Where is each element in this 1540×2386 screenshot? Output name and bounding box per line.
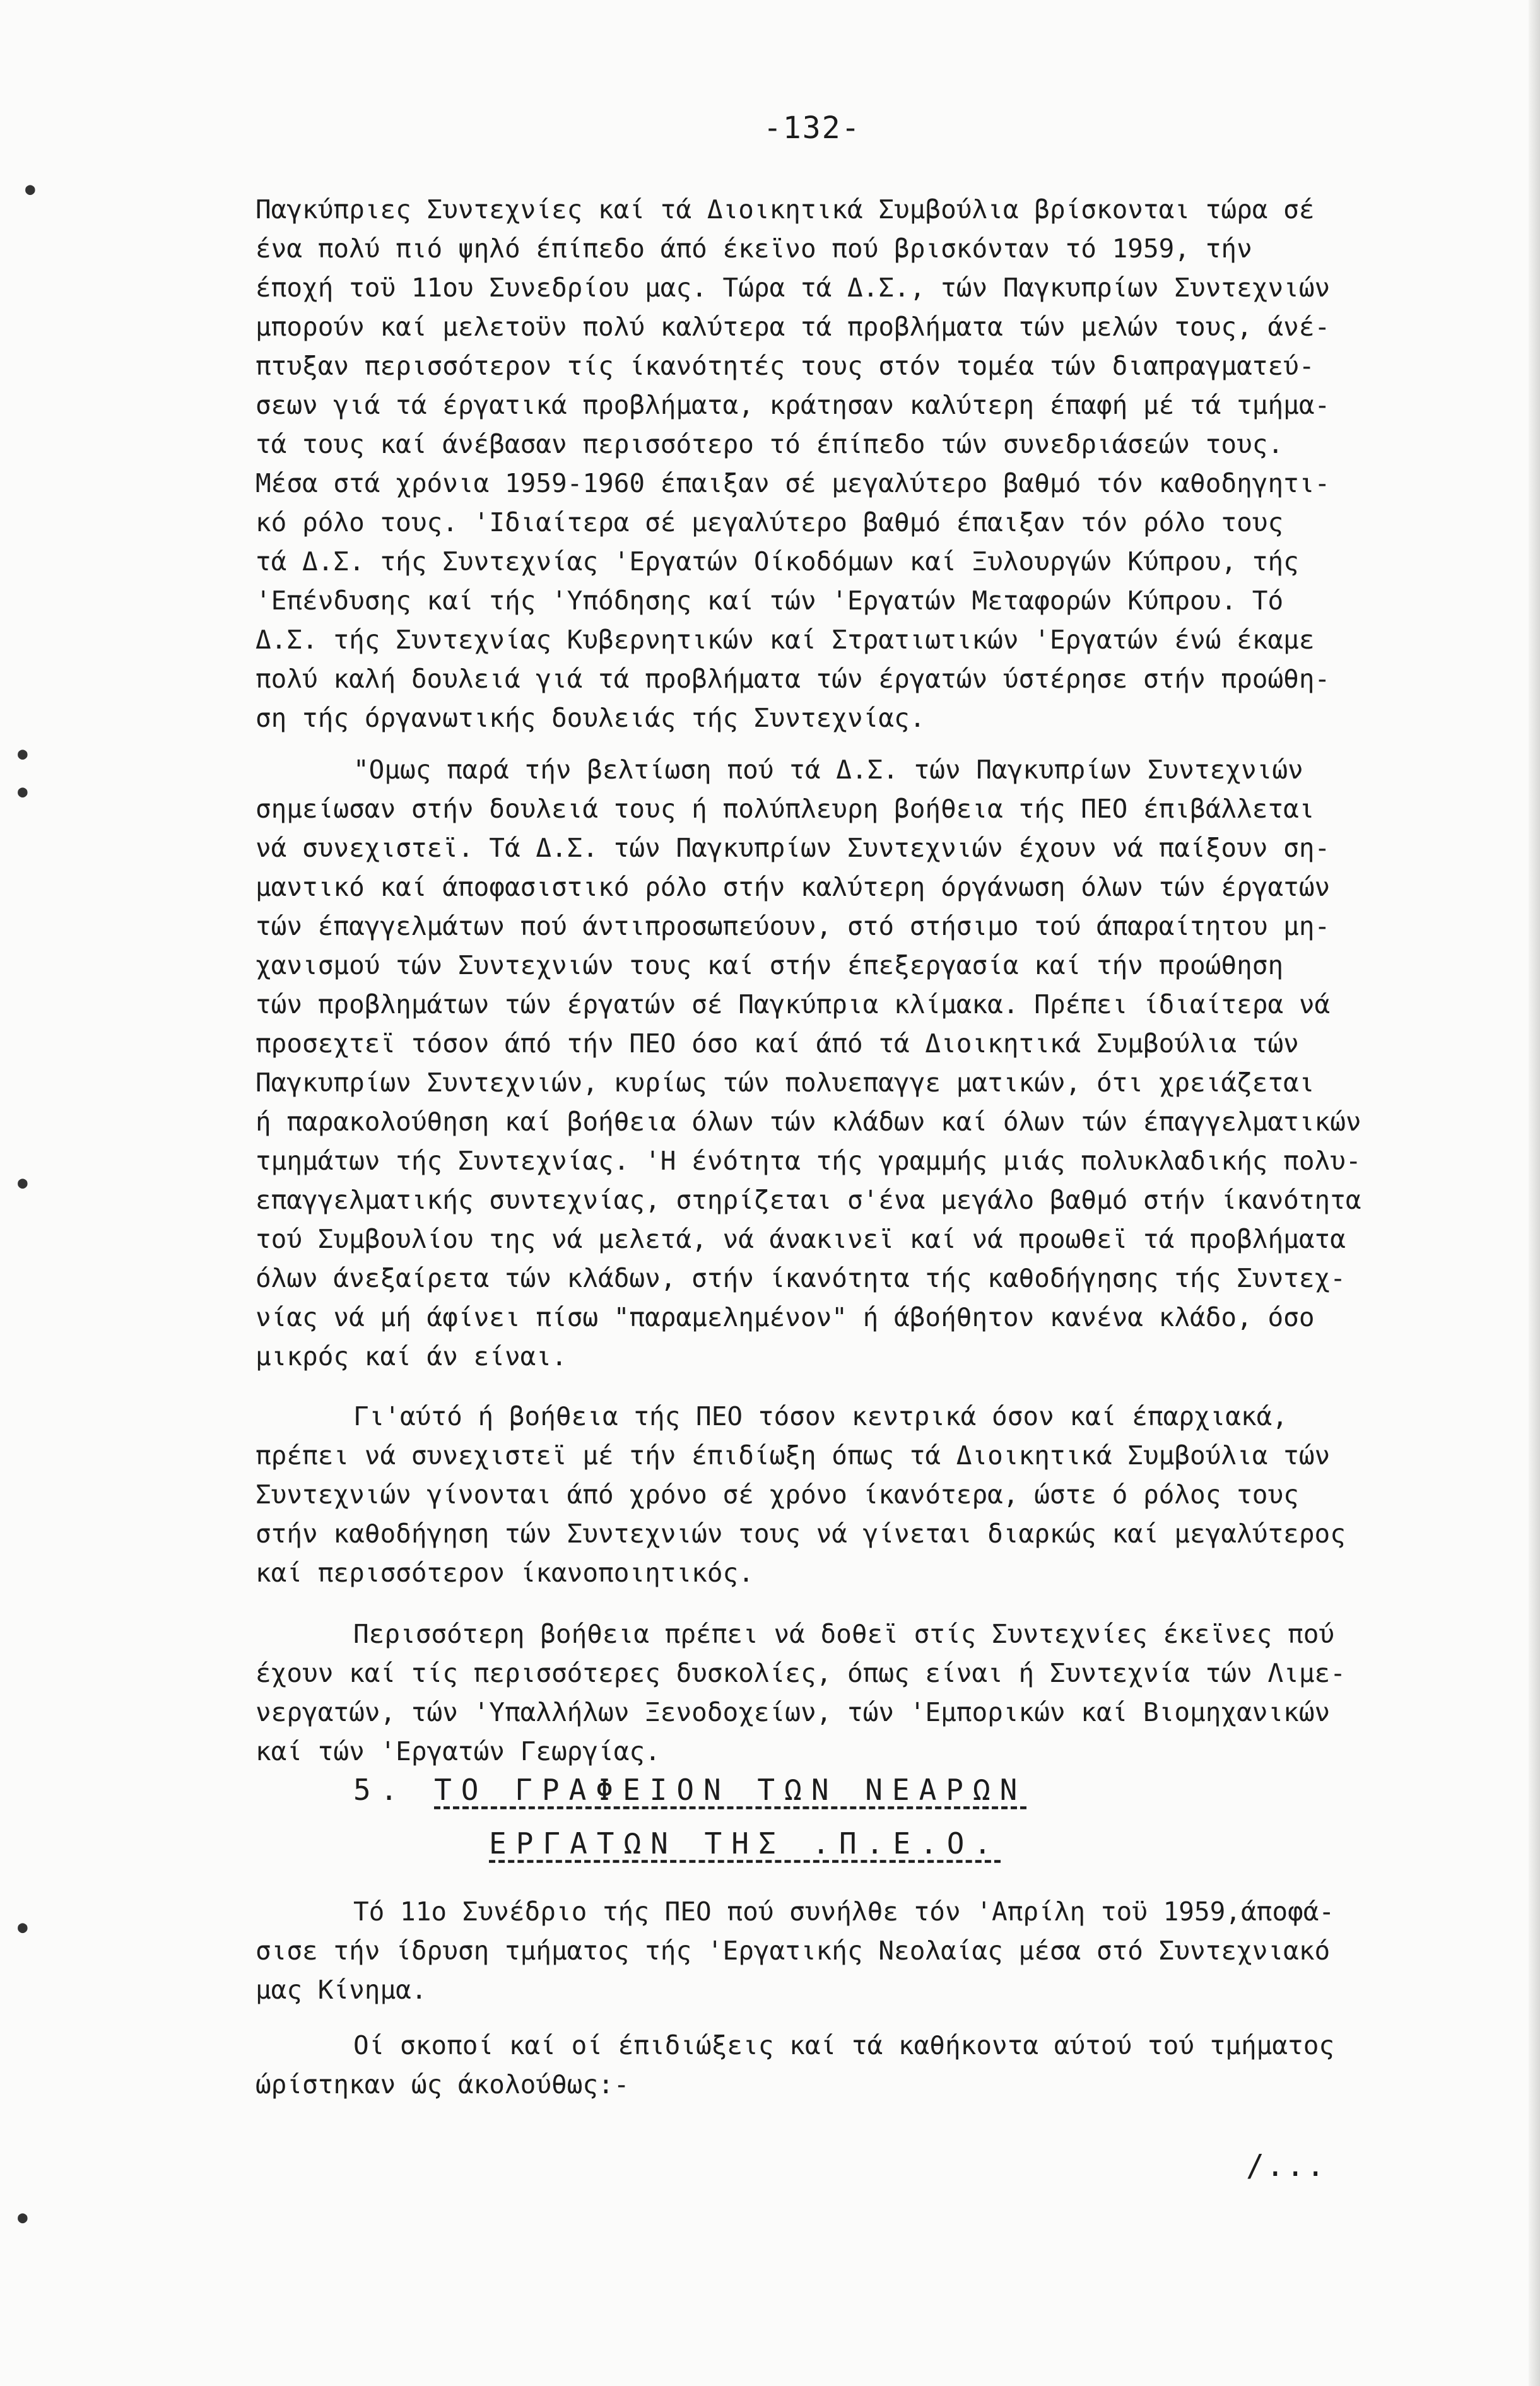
text-line: χανισμού τών Συντεχνιών τους καί στήν έπεξεργασία καί τήν προώθηση: [256, 950, 1284, 980]
text-line: έχουν καί τίς περισσότερες δυσκολίες, όπως είναι ή Συντεχνία τών Λιμε-: [256, 1658, 1346, 1688]
text-line: προσεχτεϊ τόσον άπό τήν ΠΕΟ όσο καί άπό τά Διοικητικά Συμβούλια τών: [256, 1028, 1299, 1059]
text-line: Παγκυπρίων Συντεχνιών, κυρίως τών πολυεπαγγε ματικών, ότι χρειάζεται: [256, 1067, 1315, 1098]
text-line: νά συνεχιστεϊ. Τά Δ.Σ. τών Παγκυπρίων Συντεχνιών έχουν νά παίξουν ση-: [256, 833, 1331, 863]
text-line: μπορούν καί μελετοϋν πολύ καλύτερα τά προβλήματα τών μελών τους, άνέ-: [256, 312, 1331, 342]
section-number: 5.: [353, 1773, 408, 1807]
text-line: ση τής όργανωτικής δουλειάς τής Συντεχνίας.: [256, 703, 926, 733]
text-line: Μέσα στά χρόνια 1959-1960 έπαιξαν σέ μεγαλύτερο βαθμό τόν καθοδηγητι-: [256, 468, 1331, 498]
text-line: πολύ καλή δουλειά γιά τά προβλήματα τών έργατών ύστέρησε στήν προώθη-: [256, 664, 1331, 694]
text-line: ή παρακολούθηση καί βοήθεια όλων τών κλάδων καί όλων τών έπαγγελματικών: [256, 1107, 1361, 1137]
text-line: "Ομως παρά τήν βελτίωση πού τά Δ.Σ. τών Παγκυπρίων Συντεχνιών: [353, 755, 1303, 785]
text-line: ένα πολύ πιό ψηλό έπίπεδο άπό έκεϊνο πού βρισκόνταν τό 1959, τήν: [256, 233, 1252, 264]
text-line: Δ.Σ. τής Συντεχνίας Κυβερνητικών καί Στρατιωτικών 'Εργατών ένώ έκαμε: [256, 625, 1315, 655]
text-line: Παγκύπριες Συντεχνίες καί τά Διοικητικά Συμβούλια βρίσκονται τώρα σέ: [256, 194, 1315, 225]
text-line: καί τών 'Εργατών Γεωργίας.: [256, 1736, 661, 1766]
text-line: τού Συμβουλίου της νά μελετά, νά άνακινεϊ καί νά προωθεϊ τά προβλήματα: [256, 1224, 1346, 1254]
text-line: νίας νά μή άφίνει πίσω "παραμελημένον" ή άβοήθητον κανένα κλάδο, όσο: [256, 1302, 1315, 1332]
text-line: καί περισσότερον ίκανοποιητικός.: [256, 1558, 754, 1588]
margin-dot: ●: [18, 782, 28, 801]
section-title-line-1: ΤΟ ΓΡΑΦΕΙΟΝ ΤΩΝ ΝΕΑΡΩΝ: [434, 1773, 1027, 1807]
margin-dot: ●: [18, 1918, 28, 1937]
page-edge-shadow: [1529, 0, 1540, 2386]
margin-dot: ●: [18, 744, 28, 763]
text-line: μας Κίνημα.: [256, 1975, 427, 2005]
text-line: μικρός καί άν είναι.: [256, 1341, 567, 1372]
margin-dot: ●: [18, 2208, 28, 2227]
text-line: σισε τήν ίδρυση τμήματος τής 'Εργατικής Νεολαίας μέσα στό Συντεχνιακό: [256, 1936, 1331, 1966]
text-line: πτυξαν περισσότερον τίς ίκανότητές τους στόν τομέα τών διαπραγματεύ-: [256, 351, 1315, 381]
text-line: ώρίστηκαν ώς άκολούθως:-: [256, 2069, 630, 2100]
text-line: Τό 11ο Συνέδριο τής ΠΕΟ πού συνήλθε τόν 'Απρίλη τοϋ 1959,άποφά-: [353, 1896, 1335, 1927]
text-line: Περισσότερη βοήθεια πρέπει νά δοθεϊ στίς Συντεχνίες έκεϊνες πού: [353, 1619, 1335, 1649]
text-line: μαντικό καί άποφασιστικό ρόλο στήν καλύτερη όργάνωση όλων τών έργατών: [256, 872, 1331, 902]
section-title-line-2: ΕΡΓΑΤΩΝ ΤΗΣ .Π.Ε.Ο.: [489, 1826, 1001, 1860]
text-line: τά τους καί άνέβασαν περισσότερο τό έπίπεδο τών συνεδριάσεών τους.: [256, 429, 1284, 459]
section-heading-line-1: [353, 1773, 1026, 1807]
margin-dot: ●: [25, 180, 35, 199]
text-line: στήν καθοδήγηση τών Συντεχνιών τους νά γίνεται διαρκώς καί μεγαλύτερος: [256, 1519, 1346, 1549]
text-line: πρέπει νά συνεχιστεϊ μέ τήν έπιδίωξη όπως τά Διοικητικά Συμβούλια τών: [256, 1440, 1331, 1471]
page-number: -132-: [763, 110, 861, 146]
text-line: νεργατών, τών 'Υπαλλήλων Ξενοδοχείων, τών 'Εμπορικών καί Βιομηχανικών: [256, 1697, 1331, 1727]
text-line: όλων άνεξαίρετα τών κλάδων, στήν ίκανότητα τής καθοδήγησης τής Συντεχ-: [256, 1263, 1346, 1293]
text-line: έποχή τοϋ 11ου Συνεδρίου μας. Τώρα τά Δ.Σ., τών Παγκυπρίων Συντεχνιών: [256, 273, 1331, 303]
continuation-mark: /...: [1246, 2148, 1327, 2183]
text-line: Συντεχνιών γίνονται άπό χρόνο σέ χρόνο ίκανότερα, ώστε ό ρόλος τους: [256, 1479, 1299, 1510]
section-heading-line-2: [489, 1826, 1001, 1860]
text-line: 'Επένδυσης καί τής 'Υπόδησης καί τών 'Εργατών Μεταφορών Κύπρου. Τό: [256, 585, 1284, 616]
text-line: σημείωσαν στήν δουλειά τους ή πολύπλευρη βοήθεια τής ΠΕΟ έπιβάλλεται: [256, 794, 1315, 824]
text-line: τμημάτων τής Συντεχνίας. 'Η ένότητα τής γραμμής μιάς πολυκλαδικής πολυ-: [256, 1146, 1361, 1176]
margin-dot: ●: [18, 1173, 28, 1192]
text-line: τά Δ.Σ. τής Συντεχνίας 'Εργατών Οίκοδόμων καί Ξυλουργών Κύπρου, τής: [256, 546, 1299, 577]
text-line: κό ρόλο τους. 'Ιδιαίτερα σέ μεγαλύτερο βαθμό έπαιξαν τόν ρόλο τους: [256, 507, 1284, 538]
text-line: Γι'αύτό ή βοήθεια τής ΠΕΟ τόσον κεντρικά όσον καί έπαρχιακά,: [353, 1401, 1288, 1431]
text-line: σεων γιά τά έργατικά προβλήματα, κράτησαν καλύτερη έπαφή μέ τά τμήμα-: [256, 390, 1331, 420]
text-line: Οί σκοποί καί οί έπιδιώξεις καί τά καθήκοντα αύτού τού τμήματος: [353, 2030, 1335, 2060]
text-line: τών προβλημάτων τών έργατών σέ Παγκύπρια κλίμακα. Πρέπει ίδιαίτερα νά: [256, 989, 1331, 1020]
text-line: επαγγελματικής συντεχνίας, στηρίζεται σ'ένα μεγάλο βαθμό στήν ίκανότητα: [256, 1185, 1361, 1215]
text-line: τών έπαγγελμάτων πού άντιπροσωπεύουν, στό στήσιμο τού άπαραίτητου μη-: [256, 911, 1331, 941]
